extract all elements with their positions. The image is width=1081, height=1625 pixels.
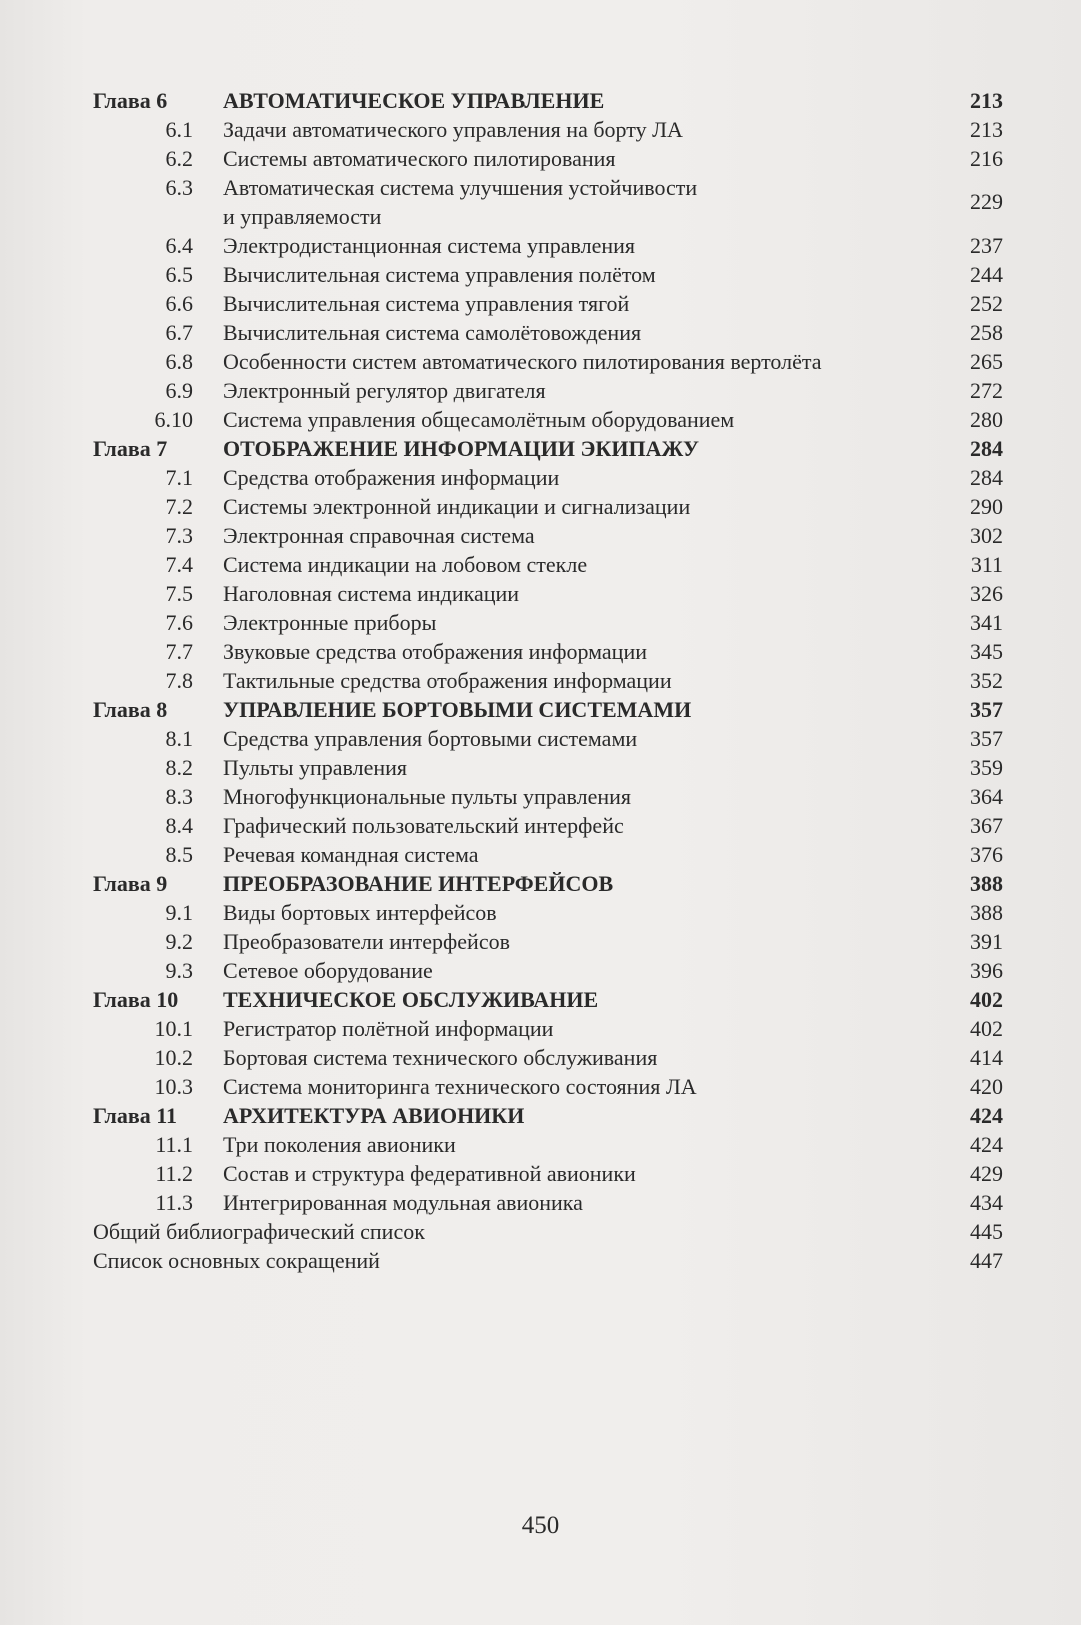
entry-title-line: Системы электронной индикации и сигнализации — [223, 494, 691, 519]
toc-section-row — [0, 608, 1081, 637]
entry-page-number: 290 — [970, 494, 1003, 519]
entry-page-number: 414 — [970, 1045, 1003, 1070]
section-number: 11.2 — [155, 1161, 193, 1186]
entry-page-number: 252 — [970, 291, 1003, 316]
toc-section-row — [0, 898, 1081, 927]
toc-section-row — [0, 753, 1081, 782]
section-number: 6.10 — [154, 407, 193, 432]
entry-title-line: ОТОБРАЖЕНИЕ ИНФОРМАЦИИ ЭКИПАЖУ — [223, 436, 700, 461]
toc-entry-row — [0, 1217, 1081, 1246]
entry-page-number: 357 — [970, 726, 1003, 751]
entry-title-line: Система индикации на лобовом стекле — [223, 552, 588, 577]
entry-page-number: 265 — [970, 349, 1003, 374]
entry-page-number: 229 — [970, 189, 1003, 214]
entry-page-number: 326 — [970, 581, 1003, 606]
entry-title-line: Сетевое оборудование — [223, 958, 433, 983]
entry-page-number: 434 — [970, 1190, 1003, 1215]
toc-section-row — [0, 666, 1081, 695]
entry-page-number: 424 — [970, 1132, 1003, 1157]
entry-title-line: Речевая командная система — [223, 842, 479, 867]
entry-title-line: Интегрированная модульная авионика — [223, 1190, 583, 1215]
toc-section-row — [0, 260, 1081, 289]
toc-section-row — [0, 144, 1081, 173]
entry-title-line: Электронные приборы — [223, 610, 437, 635]
section-number: 7.8 — [165, 668, 193, 693]
entry-title — [223, 1159, 986, 1188]
entry-title — [223, 782, 986, 811]
toc-chapter-row — [0, 1101, 1081, 1130]
entry-title — [223, 115, 986, 144]
entry-page-number: 244 — [970, 262, 1003, 287]
toc-section-row — [0, 550, 1081, 579]
entry-title — [223, 434, 986, 463]
entry-title-line: АВТОМАТИЧЕСКОЕ УПРАВЛЕНИЕ — [223, 88, 605, 113]
section-number: 10.3 — [154, 1074, 193, 1099]
entry-title-line: Электродистанционная система управления — [223, 233, 636, 258]
entry-title-line: Состав и структура федеративной авионики — [223, 1161, 636, 1186]
section-number: 6.3 — [165, 175, 193, 200]
section-number: 9.3 — [165, 958, 193, 983]
entry-title — [223, 1072, 986, 1101]
entry-title-line: Задачи автоматического управления на борту ЛА — [223, 117, 683, 142]
toc-chapter-row — [0, 869, 1081, 898]
section-number: 9.1 — [165, 900, 193, 925]
entry-title — [223, 1101, 986, 1130]
entry-page-number: 280 — [970, 407, 1003, 432]
entry-title — [223, 811, 986, 840]
entry-title — [223, 579, 986, 608]
entry-title-line: Наголовная система индикации — [223, 581, 520, 606]
entry-title — [223, 956, 986, 985]
entry-title — [223, 753, 986, 782]
entry-page-number: 302 — [970, 523, 1003, 548]
toc-section-row — [0, 115, 1081, 144]
toc-chapter-row — [0, 434, 1081, 463]
entry-title-line: Многофункциональные пульты управления — [223, 784, 632, 809]
entry-title — [223, 898, 986, 927]
entry-page-number: 284 — [970, 436, 1003, 461]
entry-title-line: Электронный регулятор двигателя — [223, 378, 546, 403]
entry-title-line: АРХИТЕКТУРА АВИОНИКИ — [223, 1103, 525, 1128]
toc-section-row — [0, 579, 1081, 608]
entry-page-number: 284 — [970, 465, 1003, 490]
toc-section-row — [0, 1159, 1081, 1188]
entry-title — [223, 1130, 986, 1159]
entry-title — [223, 666, 986, 695]
toc-section-row — [0, 173, 1081, 231]
entry-page-number: 447 — [970, 1248, 1003, 1273]
entry-title — [223, 637, 986, 666]
entry-title-line: Общий библиографический список — [93, 1219, 425, 1244]
entry-title — [223, 1188, 986, 1217]
section-number: 7.2 — [165, 494, 193, 519]
section-number: 6.8 — [165, 349, 193, 374]
entry-title — [223, 608, 986, 637]
entry-title — [223, 927, 986, 956]
entry-page-number: 402 — [970, 1016, 1003, 1041]
entry-title — [223, 985, 986, 1014]
entry-page-number: 216 — [970, 146, 1003, 171]
entry-title-line: ТЕХНИЧЕСКОЕ ОБСЛУЖИВАНИЕ — [223, 987, 599, 1012]
section-number: 6.2 — [165, 146, 193, 171]
entry-title-line: Электронная справочная система — [223, 523, 535, 548]
entry-title — [223, 231, 986, 260]
entry-page-number: 388 — [970, 871, 1003, 896]
chapter-number: Глава 8 — [93, 697, 168, 722]
table-of-contents — [0, 86, 1081, 1275]
entry-title — [223, 840, 986, 869]
toc-section-row — [0, 1188, 1081, 1217]
toc-section-row — [0, 811, 1081, 840]
toc-section-row — [0, 840, 1081, 869]
entry-title — [223, 405, 986, 434]
section-number: 7.3 — [165, 523, 193, 548]
section-number: 6.7 — [165, 320, 193, 345]
entry-page-number: 352 — [970, 668, 1003, 693]
entry-title-line: Преобразователи интерфейсов — [223, 929, 510, 954]
entry-title — [223, 318, 986, 347]
entry-title — [93, 1246, 986, 1275]
entry-title-line: Средства управления бортовыми системами — [223, 726, 638, 751]
section-number: 8.4 — [165, 813, 193, 838]
entry-title — [223, 260, 986, 289]
toc-chapter-row — [0, 86, 1081, 115]
section-number: 7.5 — [165, 581, 193, 606]
entry-title — [223, 1043, 986, 1072]
section-number: 8.1 — [165, 726, 193, 751]
toc-section-row — [0, 956, 1081, 985]
entry-title-line: Система мониторинга технического состояния ЛА — [223, 1074, 697, 1099]
entry-title-line: Система управления общесамолётным оборудованием — [223, 407, 735, 432]
entry-title-line: Список основных сокращений — [93, 1248, 380, 1273]
toc-section-row — [0, 492, 1081, 521]
section-number: 8.3 — [165, 784, 193, 809]
entry-page-number: 237 — [970, 233, 1003, 258]
entry-title — [223, 144, 986, 173]
section-number: 7.7 — [165, 639, 193, 664]
entry-page-number: 420 — [970, 1074, 1003, 1099]
section-number: 7.6 — [165, 610, 193, 635]
toc-section-row — [0, 782, 1081, 811]
chapter-number: Глава 10 — [93, 987, 179, 1012]
section-number: 6.4 — [165, 233, 193, 258]
toc-entry-row — [0, 1246, 1081, 1275]
entry-title — [223, 724, 986, 753]
section-number: 10.1 — [154, 1016, 193, 1041]
toc-section-row — [0, 1130, 1081, 1159]
toc-section-row — [0, 1014, 1081, 1043]
toc-section-row — [0, 927, 1081, 956]
chapter-number: Глава 11 — [93, 1103, 178, 1128]
entry-title — [223, 173, 986, 231]
entry-title-line: Виды бортовых интерфейсов — [223, 900, 497, 925]
entry-title-line: Графический пользовательский интерфейс — [223, 813, 624, 838]
entry-page-number: 376 — [970, 842, 1003, 867]
section-number: 6.5 — [165, 262, 193, 287]
entry-title-line: Регистратор полётной информации — [223, 1016, 554, 1041]
entry-title — [223, 695, 986, 724]
toc-section-row — [0, 376, 1081, 405]
entry-title-line: и управляемости — [223, 204, 382, 229]
entry-page-number: 396 — [970, 958, 1003, 983]
toc-section-row — [0, 231, 1081, 260]
entry-title — [223, 550, 986, 579]
entry-page-number: 402 — [970, 987, 1003, 1012]
entry-page-number: 391 — [970, 929, 1003, 954]
chapter-number: Глава 9 — [93, 871, 168, 896]
toc-chapter-row — [0, 695, 1081, 724]
toc-section-row — [0, 463, 1081, 492]
entry-title-line: Звуковые средства отображения информации — [223, 639, 647, 664]
entry-title — [93, 1217, 986, 1246]
section-number: 6.9 — [165, 378, 193, 403]
section-number: 8.2 — [165, 755, 193, 780]
entry-title-line: Пульты управления — [223, 755, 408, 780]
entry-page-number: 357 — [970, 697, 1003, 722]
section-number: 9.2 — [165, 929, 193, 954]
entry-page-number: 424 — [970, 1103, 1003, 1128]
entry-page-number: 213 — [970, 117, 1003, 142]
entry-title — [223, 376, 986, 405]
entry-title-line: Три поколения авионики — [223, 1132, 456, 1157]
entry-title — [223, 492, 986, 521]
chapter-number: Глава 7 — [93, 436, 168, 461]
toc-chapter-row — [0, 985, 1081, 1014]
entry-title-line: Системы автоматического пилотирования — [223, 146, 616, 171]
entry-page-number: 258 — [970, 320, 1003, 345]
section-number: 10.2 — [154, 1045, 193, 1070]
entry-page-number: 272 — [970, 378, 1003, 403]
entry-title-line: УПРАВЛЕНИЕ БОРТОВЫМИ СИСТЕМАМИ — [223, 697, 692, 722]
entry-title — [223, 1014, 986, 1043]
entry-page-number: 388 — [970, 900, 1003, 925]
entry-page-number: 359 — [970, 755, 1003, 780]
entry-title — [223, 463, 986, 492]
section-number: 8.5 — [165, 842, 193, 867]
entry-title-line: ПРЕОБРАЗОВАНИЕ ИНТЕРФЕЙСОВ — [223, 871, 614, 896]
entry-title — [223, 869, 986, 898]
entry-page-number: 345 — [970, 639, 1003, 664]
page-number: 450 — [521, 1512, 560, 1539]
entry-title — [223, 347, 986, 376]
entry-page-number: 311 — [970, 552, 1003, 577]
entry-title-line: Тактильные средства отображения информации — [223, 668, 672, 693]
toc-section-row — [0, 637, 1081, 666]
toc-section-row — [0, 1072, 1081, 1101]
entry-title-line: Особенности систем автоматического пилотирования вертолёта — [223, 349, 822, 374]
entry-title — [223, 86, 986, 115]
entry-page-number: 429 — [970, 1161, 1003, 1186]
entry-title — [223, 289, 986, 318]
toc-section-row — [0, 724, 1081, 753]
entry-page-number: 213 — [970, 88, 1003, 113]
entry-title-line: Вычислительная система управления тягой — [223, 291, 630, 316]
section-number: 7.1 — [165, 465, 193, 490]
entry-title-line: Бортовая система технического обслуживания — [223, 1045, 658, 1070]
section-number: 6.1 — [165, 117, 193, 142]
toc-section-row — [0, 521, 1081, 550]
entry-title — [223, 521, 986, 550]
chapter-number: Глава 6 — [93, 88, 168, 113]
section-number: 11.3 — [155, 1190, 193, 1215]
toc-section-row — [0, 1043, 1081, 1072]
entry-title-line: Вычислительная система управления полётом — [223, 262, 656, 287]
entry-title-line: Вычислительная система самолётовождения — [223, 320, 642, 345]
toc-section-row — [0, 318, 1081, 347]
entry-page-number: 341 — [970, 610, 1003, 635]
entry-title-line: Автоматическая система улучшения устойчивости — [223, 175, 698, 200]
toc-section-row — [0, 347, 1081, 376]
toc-section-row — [0, 289, 1081, 318]
toc-section-row — [0, 405, 1081, 434]
entry-page-number: 367 — [970, 813, 1003, 838]
section-number: 7.4 — [165, 552, 193, 577]
entry-title-line: Средства отображения информации — [223, 465, 560, 490]
entry-page-number: 364 — [970, 784, 1003, 809]
section-number: 6.6 — [165, 291, 193, 316]
section-number: 11.1 — [155, 1132, 193, 1157]
entry-page-number: 445 — [970, 1219, 1003, 1244]
